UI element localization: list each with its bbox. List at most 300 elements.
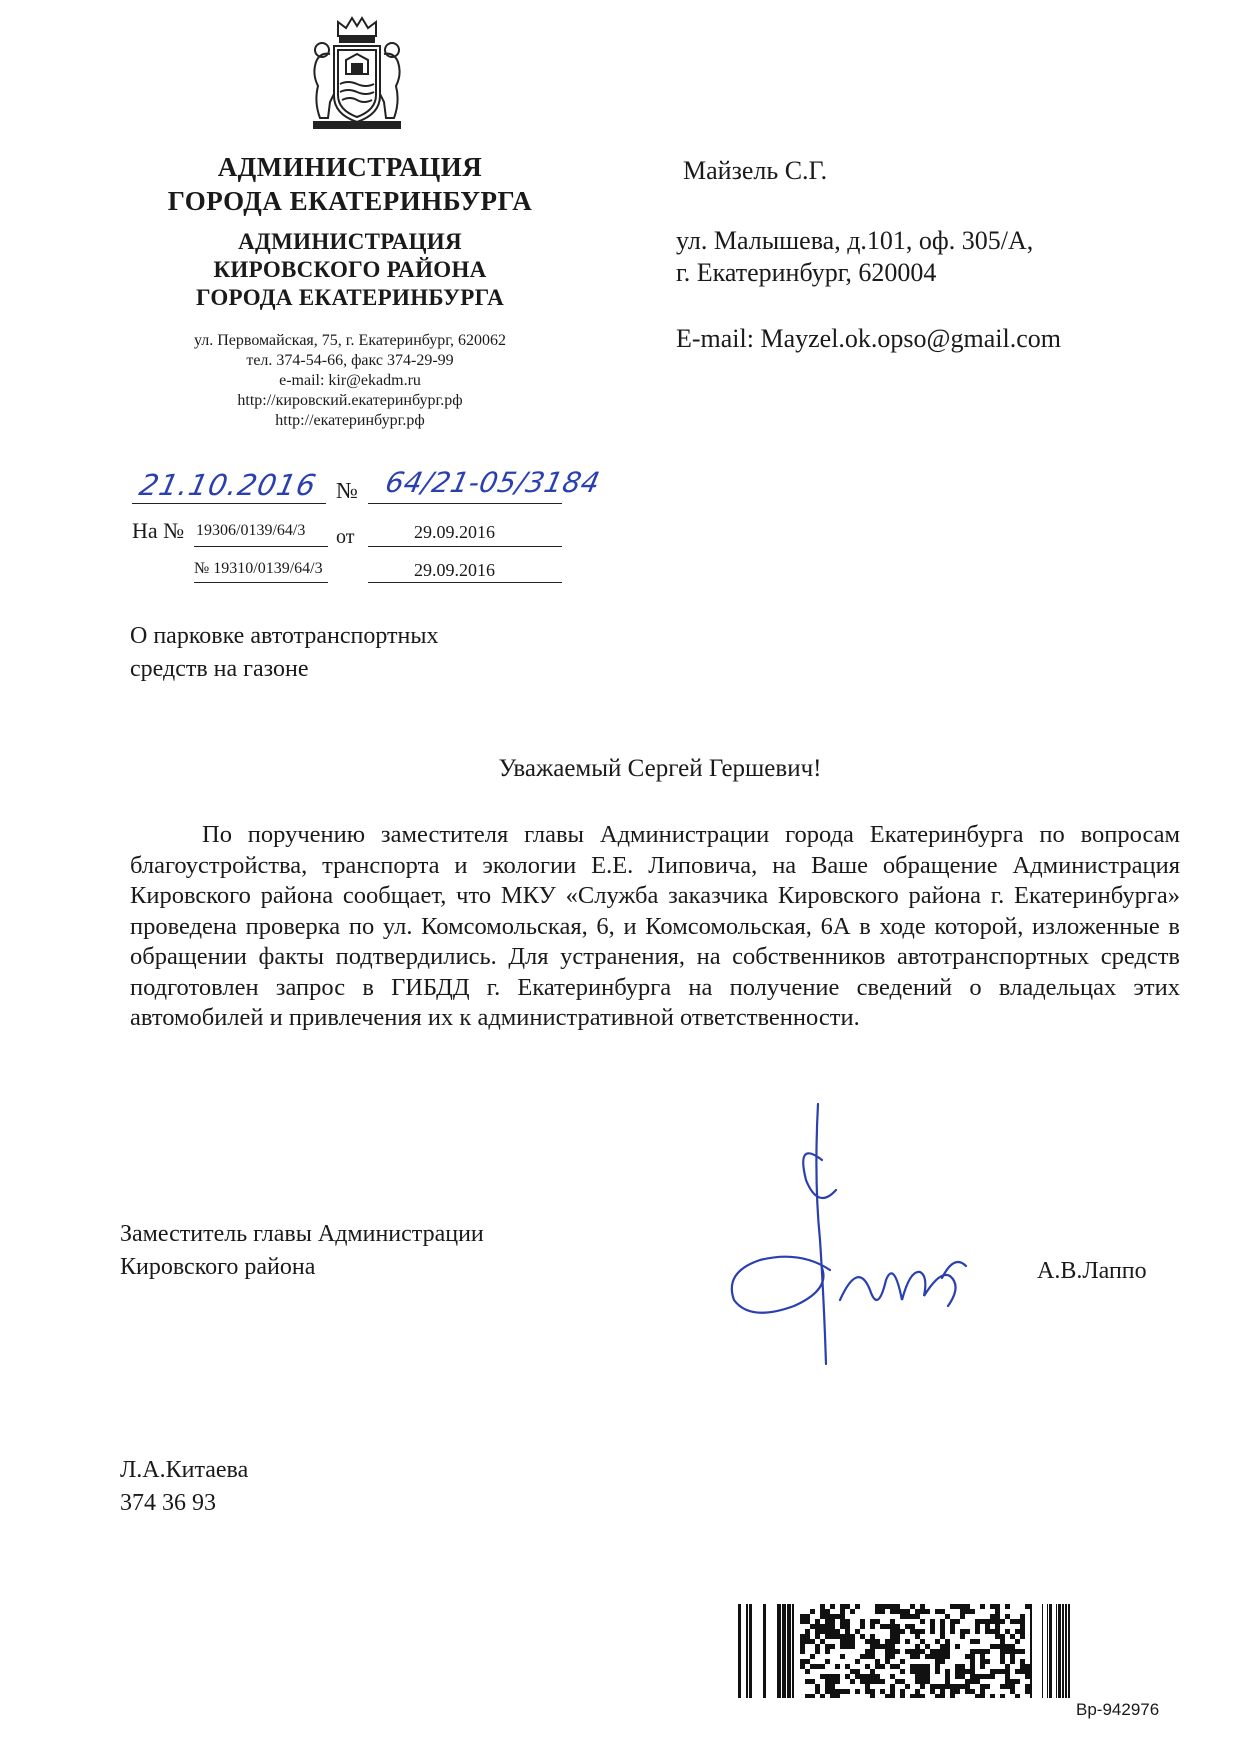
barcode-module — [940, 1684, 945, 1689]
barcode-module — [1010, 1644, 1015, 1649]
letterhead-dept — [120, 228, 580, 312]
registration-date: 21.10.2016 — [136, 468, 320, 502]
barcode-bar — [1062, 1604, 1064, 1698]
barcode-module — [875, 1679, 880, 1684]
reference-date: 29.09.2016 — [414, 560, 495, 580]
barcode-module — [910, 1604, 915, 1609]
letterhead-website: http://кировский.екатеринбург.рф — [237, 392, 463, 409]
barcode-module — [810, 1679, 815, 1684]
barcode-module — [840, 1614, 845, 1619]
barcode-module — [915, 1649, 920, 1654]
barcode-module — [935, 1609, 940, 1614]
barcode-module — [875, 1639, 880, 1644]
barcode-module — [1000, 1684, 1005, 1689]
recipient-address: г. Екатеринбург, 620004 — [676, 258, 937, 287]
barcode-module — [950, 1684, 955, 1689]
barcode-module — [1000, 1659, 1005, 1664]
barcode-module — [915, 1629, 920, 1634]
barcode-module — [935, 1684, 940, 1689]
barcode-module — [935, 1659, 940, 1664]
barcode-module — [820, 1614, 825, 1619]
barcode-module — [990, 1619, 995, 1624]
barcode-module — [895, 1639, 900, 1644]
barcode-bar — [777, 1604, 781, 1698]
barcode-module — [805, 1639, 810, 1644]
barcode-bar — [1047, 1604, 1048, 1698]
barcode-module — [940, 1689, 945, 1694]
executor-info — [120, 1454, 248, 1520]
registration-number-underline — [368, 503, 562, 504]
barcode-module — [910, 1654, 915, 1659]
barcode-module — [815, 1619, 820, 1624]
barcode-module — [960, 1609, 965, 1614]
barcode-module — [825, 1649, 830, 1654]
barcode-module — [970, 1609, 975, 1614]
barcode-module — [885, 1604, 890, 1609]
barcode-module — [825, 1629, 830, 1634]
barcode-module — [825, 1614, 830, 1619]
letterhead-dept-line: АДМИНИСТРАЦИЯ — [238, 229, 462, 254]
barcode-module — [865, 1674, 870, 1679]
barcode-module — [925, 1674, 930, 1679]
barcode-module — [1005, 1644, 1010, 1649]
barcode-module — [940, 1629, 945, 1634]
barcode-module — [855, 1659, 860, 1664]
barcode-module — [995, 1609, 1000, 1614]
barcode-module — [845, 1619, 850, 1624]
barcode-module — [940, 1654, 945, 1659]
reference-date-underline — [368, 546, 562, 547]
barcode-module — [950, 1624, 955, 1629]
barcode-module — [840, 1634, 845, 1639]
barcode-module — [1010, 1689, 1015, 1694]
barcode-module — [980, 1694, 985, 1698]
barcode-module — [905, 1649, 910, 1654]
barcode-module — [925, 1669, 930, 1674]
barcode-module — [955, 1664, 960, 1669]
barcode-module — [820, 1609, 825, 1614]
barcode-module — [1020, 1649, 1025, 1654]
barcode-module — [980, 1604, 985, 1609]
barcode-module — [835, 1674, 840, 1679]
barcode-module — [870, 1619, 875, 1624]
barcode-module — [890, 1684, 895, 1689]
barcode-module — [980, 1689, 985, 1694]
barcode-module — [840, 1639, 845, 1644]
barcode-module — [1010, 1649, 1015, 1654]
barcode-module — [965, 1604, 970, 1609]
barcode-module — [1015, 1629, 1020, 1634]
reference-number-underline — [194, 582, 328, 583]
barcode-module — [940, 1634, 945, 1639]
reference-date: 29.09.2016 — [414, 522, 495, 542]
barcode-module — [955, 1684, 960, 1689]
barcode-module — [1020, 1614, 1025, 1619]
barcode-module — [900, 1629, 905, 1634]
barcode-module — [890, 1624, 895, 1629]
barcode-module — [800, 1619, 805, 1624]
barcode-module — [885, 1624, 890, 1629]
barcode-module — [845, 1644, 850, 1649]
barcode-module — [915, 1614, 920, 1619]
barcode-module — [965, 1689, 970, 1694]
barcode-module — [950, 1629, 955, 1634]
barcode-module — [800, 1644, 805, 1649]
barcode-module — [930, 1689, 935, 1694]
letterhead-address: ул. Первомайская, 75, г. Екатеринбург, 620062 — [193, 332, 507, 349]
barcode-module — [1010, 1684, 1015, 1689]
reference-number: 19306/0139/64/3 — [196, 522, 306, 539]
barcode-module — [910, 1664, 915, 1669]
barcode-module — [840, 1624, 845, 1629]
coat-of-arms-emblem — [300, 14, 414, 138]
registration-number: 64/21-05/3184 — [382, 466, 604, 499]
barcode-module — [955, 1619, 960, 1624]
barcode-module — [990, 1604, 995, 1609]
barcode-module — [825, 1689, 830, 1694]
barcode-bar — [782, 1604, 786, 1698]
barcode-module — [810, 1654, 815, 1659]
barcode-module — [1005, 1669, 1010, 1674]
barcode-module — [985, 1619, 990, 1624]
barcode-bar — [749, 1604, 752, 1698]
barcode-module — [810, 1639, 815, 1644]
barcode-module — [850, 1679, 855, 1684]
barcode-module — [890, 1619, 895, 1624]
barcode-module — [915, 1689, 920, 1694]
barcode-module — [1005, 1664, 1010, 1669]
barcode-module — [875, 1609, 880, 1614]
barcode-module — [950, 1689, 955, 1694]
barcode-module — [870, 1654, 875, 1659]
barcode-module — [955, 1674, 960, 1679]
barcode-module — [845, 1624, 850, 1629]
barcode-module — [845, 1689, 850, 1694]
barcode-bar — [787, 1604, 791, 1698]
barcode-module — [835, 1689, 840, 1694]
barcode-module — [925, 1664, 930, 1669]
barcode-module — [1005, 1679, 1010, 1684]
barcode-module — [890, 1604, 895, 1609]
barcode-module — [915, 1664, 920, 1669]
barcode-module — [895, 1649, 900, 1654]
barcode-module — [960, 1684, 965, 1689]
barcode-module — [920, 1609, 925, 1614]
barcode-module — [965, 1654, 970, 1659]
barcode-bar — [1049, 1604, 1052, 1698]
barcode-module — [875, 1644, 880, 1649]
barcode-module — [995, 1624, 1000, 1629]
barcode-module — [890, 1664, 895, 1669]
barcode-module — [875, 1674, 880, 1679]
barcode-module — [830, 1634, 835, 1639]
barcode-module — [920, 1619, 925, 1624]
barcode-module — [850, 1609, 855, 1614]
subject-line: средств на газоне — [130, 656, 309, 682]
barcode-module — [960, 1669, 965, 1674]
handwritten-signature — [710, 1100, 990, 1370]
executor-name: Л.А.Китаева — [120, 1457, 249, 1483]
barcode-module — [830, 1674, 835, 1679]
barcode-module — [870, 1694, 875, 1698]
barcode-module — [885, 1659, 890, 1664]
barcode-module — [860, 1624, 865, 1629]
barcode-module — [960, 1629, 965, 1634]
barcode-module — [1025, 1669, 1030, 1674]
barcode-module — [830, 1619, 835, 1624]
reference-number: № 19310/0139/64/3 — [194, 560, 323, 577]
barcode-bar — [763, 1604, 766, 1698]
barcode-module — [820, 1674, 825, 1679]
barcode-module — [900, 1694, 905, 1698]
barcode-module — [830, 1684, 835, 1689]
barcode-module — [910, 1694, 915, 1698]
barcode-module — [865, 1664, 870, 1669]
barcode-module — [800, 1634, 805, 1639]
signatory-position — [120, 1218, 484, 1284]
signatory-position-line: Кировского района — [120, 1254, 316, 1280]
barcode-bar — [1065, 1604, 1067, 1698]
barcode-module — [905, 1624, 910, 1629]
barcode-module — [870, 1674, 875, 1679]
barcode-module — [970, 1669, 975, 1674]
barcode-module — [920, 1604, 925, 1609]
barcode-module — [860, 1679, 865, 1684]
barcode-module — [865, 1689, 870, 1694]
barcode-module — [820, 1639, 825, 1644]
barcode-module — [900, 1659, 905, 1664]
barcode-module — [910, 1649, 915, 1654]
barcode-module — [930, 1619, 935, 1624]
registration-date-underline — [132, 503, 326, 504]
barcode-module — [905, 1684, 910, 1689]
barcode-module — [935, 1639, 940, 1644]
barcode-module — [920, 1669, 925, 1674]
barcode-module — [990, 1674, 995, 1679]
barcode-module — [810, 1694, 815, 1698]
barcode-module — [970, 1664, 975, 1669]
barcode-bar — [792, 1604, 794, 1698]
barcode-module — [1020, 1624, 1025, 1629]
barcode-module — [930, 1684, 935, 1689]
barcode-module — [835, 1614, 840, 1619]
letterhead-dept-line: ГОРОДА ЕКАТЕРИНБУРГА — [196, 285, 504, 310]
barcode-module — [960, 1674, 965, 1679]
barcode-module — [1020, 1619, 1025, 1624]
barcode-module — [1020, 1664, 1025, 1669]
barcode-module — [860, 1634, 865, 1639]
barcode-module — [900, 1669, 905, 1674]
barcode-module — [990, 1629, 995, 1634]
barcode-module — [855, 1629, 860, 1634]
barcode-module — [1000, 1669, 1005, 1674]
barcode-module — [1010, 1619, 1015, 1624]
barcode-module — [880, 1644, 885, 1649]
barcode-module — [865, 1679, 870, 1684]
barcode-module — [940, 1659, 945, 1664]
barcode-module — [895, 1634, 900, 1639]
barcode-module — [955, 1669, 960, 1674]
barcode-module — [1005, 1674, 1010, 1679]
barcode-bar — [1030, 1604, 1032, 1698]
barcode-module — [825, 1634, 830, 1639]
barcode-module — [995, 1669, 1000, 1674]
barcode-module — [980, 1684, 985, 1689]
barcode-module — [890, 1654, 895, 1659]
barcode-module — [920, 1684, 925, 1689]
barcode-module — [800, 1614, 805, 1619]
barcode-module — [935, 1694, 940, 1698]
barcode-module — [875, 1664, 880, 1669]
barcode-module — [965, 1609, 970, 1614]
barcode-module — [900, 1679, 905, 1684]
barcode-module — [990, 1614, 995, 1619]
barcode-module — [855, 1604, 860, 1609]
barcode-module — [855, 1674, 860, 1679]
barcode-module — [1005, 1649, 1010, 1654]
barcode-module — [825, 1619, 830, 1624]
letterhead-org-line: АДМИНИСТРАЦИЯ — [217, 152, 483, 182]
barcode-module — [915, 1669, 920, 1674]
barcode-module — [880, 1609, 885, 1614]
barcode-module — [980, 1619, 985, 1624]
barcode-module — [1020, 1629, 1025, 1634]
barcode-module — [880, 1624, 885, 1629]
barcode-module — [850, 1639, 855, 1644]
barcode-module — [885, 1639, 890, 1644]
barcode-module — [825, 1644, 830, 1649]
barcode-module — [870, 1644, 875, 1649]
barcode-module — [820, 1604, 825, 1609]
reference-date-underline — [368, 582, 562, 583]
barcode-module — [800, 1649, 805, 1654]
barcode-module — [815, 1629, 820, 1634]
barcode-module — [830, 1629, 835, 1634]
reference-from-label: от — [336, 526, 355, 548]
barcode-module — [915, 1679, 920, 1684]
barcode-module — [885, 1694, 890, 1698]
barcode-module — [820, 1694, 825, 1698]
barcode-module — [1025, 1684, 1030, 1689]
barcode-module — [1005, 1684, 1010, 1689]
barcode-module — [895, 1609, 900, 1614]
barcode-module — [830, 1689, 835, 1694]
barcode-module — [880, 1679, 885, 1684]
letterhead-contacts — [120, 331, 580, 431]
registration-number-label: № — [336, 478, 358, 503]
barcode-module — [975, 1629, 980, 1634]
barcode-module — [810, 1664, 815, 1669]
barcode-module — [1000, 1644, 1005, 1649]
letterhead-org-line: ГОРОДА ЕКАТЕРИНБУРГА — [167, 186, 533, 216]
barcode-module — [850, 1644, 855, 1649]
barcode-module — [855, 1689, 860, 1694]
barcode-module — [830, 1614, 835, 1619]
barcode-module — [815, 1644, 820, 1649]
barcode-module — [865, 1684, 870, 1689]
barcode-module — [825, 1684, 830, 1689]
barcode-module — [890, 1629, 895, 1634]
barcode-module — [975, 1649, 980, 1654]
barcode-module — [945, 1639, 950, 1644]
barcode-module — [975, 1674, 980, 1679]
barcode-module — [805, 1694, 810, 1698]
barcode-module — [845, 1629, 850, 1634]
barcode-module — [840, 1619, 845, 1624]
barcode-module — [910, 1669, 915, 1674]
barcode-module — [960, 1634, 965, 1639]
barcode-module — [950, 1604, 955, 1609]
barcode-module — [840, 1644, 845, 1649]
barcode-bar — [738, 1604, 741, 1698]
barcode-module — [960, 1664, 965, 1669]
barcode-module — [830, 1679, 835, 1684]
barcode-module — [960, 1604, 965, 1609]
barcode-module — [1025, 1674, 1030, 1679]
barcode-module — [910, 1629, 915, 1634]
barcode-module — [950, 1694, 955, 1698]
barcode-module — [965, 1669, 970, 1674]
barcode-module — [935, 1669, 940, 1674]
barcode-module — [1015, 1679, 1020, 1684]
barcode-module — [880, 1689, 885, 1694]
barcode-module — [835, 1634, 840, 1639]
barcode-module — [920, 1664, 925, 1669]
barcode-module — [875, 1619, 880, 1624]
barcode-module — [1020, 1669, 1025, 1674]
barcode-module — [860, 1674, 865, 1679]
barcode-module — [815, 1689, 820, 1694]
barcode-module — [925, 1644, 930, 1649]
recipient-email: E-mail: Mayzel.ok.opso@gmail.com — [676, 324, 1061, 353]
barcode-module — [1020, 1634, 1025, 1639]
letterhead-dept-line: КИРОВСКОГО РАЙОНА — [213, 257, 487, 282]
barcode-module — [850, 1669, 855, 1674]
barcode-module — [870, 1634, 875, 1639]
subject-line: О парковке автотранспортных — [130, 623, 439, 649]
barcode-module — [870, 1649, 875, 1654]
letter-subject — [130, 620, 438, 686]
barcode-module — [1000, 1654, 1005, 1659]
barcode-module — [835, 1629, 840, 1634]
barcode-module — [990, 1694, 995, 1698]
barcode-module — [1005, 1629, 1010, 1634]
barcode-module — [955, 1689, 960, 1694]
barcode-module — [970, 1674, 975, 1679]
barcode-module — [900, 1614, 905, 1619]
barcode-module — [890, 1609, 895, 1614]
barcode-module — [980, 1664, 985, 1669]
barcode-module — [825, 1609, 830, 1614]
barcode-module — [955, 1644, 960, 1649]
barcode-module — [830, 1604, 835, 1609]
barcode-module — [935, 1654, 940, 1659]
barcode-module — [805, 1679, 810, 1684]
barcode-module — [945, 1649, 950, 1654]
barcode-module — [1015, 1649, 1020, 1654]
barcode-module — [890, 1634, 895, 1639]
barcode-module — [905, 1614, 910, 1619]
barcode-module — [970, 1659, 975, 1664]
barcode-module — [1010, 1679, 1015, 1684]
barcode-module — [1015, 1639, 1020, 1644]
signatory-name: А.В.Лаппо — [1037, 1258, 1147, 1284]
barcode-module — [980, 1654, 985, 1659]
barcode-bar — [1056, 1604, 1057, 1698]
barcode-module — [910, 1614, 915, 1619]
barcode-module — [985, 1684, 990, 1689]
barcode-module — [890, 1649, 895, 1654]
